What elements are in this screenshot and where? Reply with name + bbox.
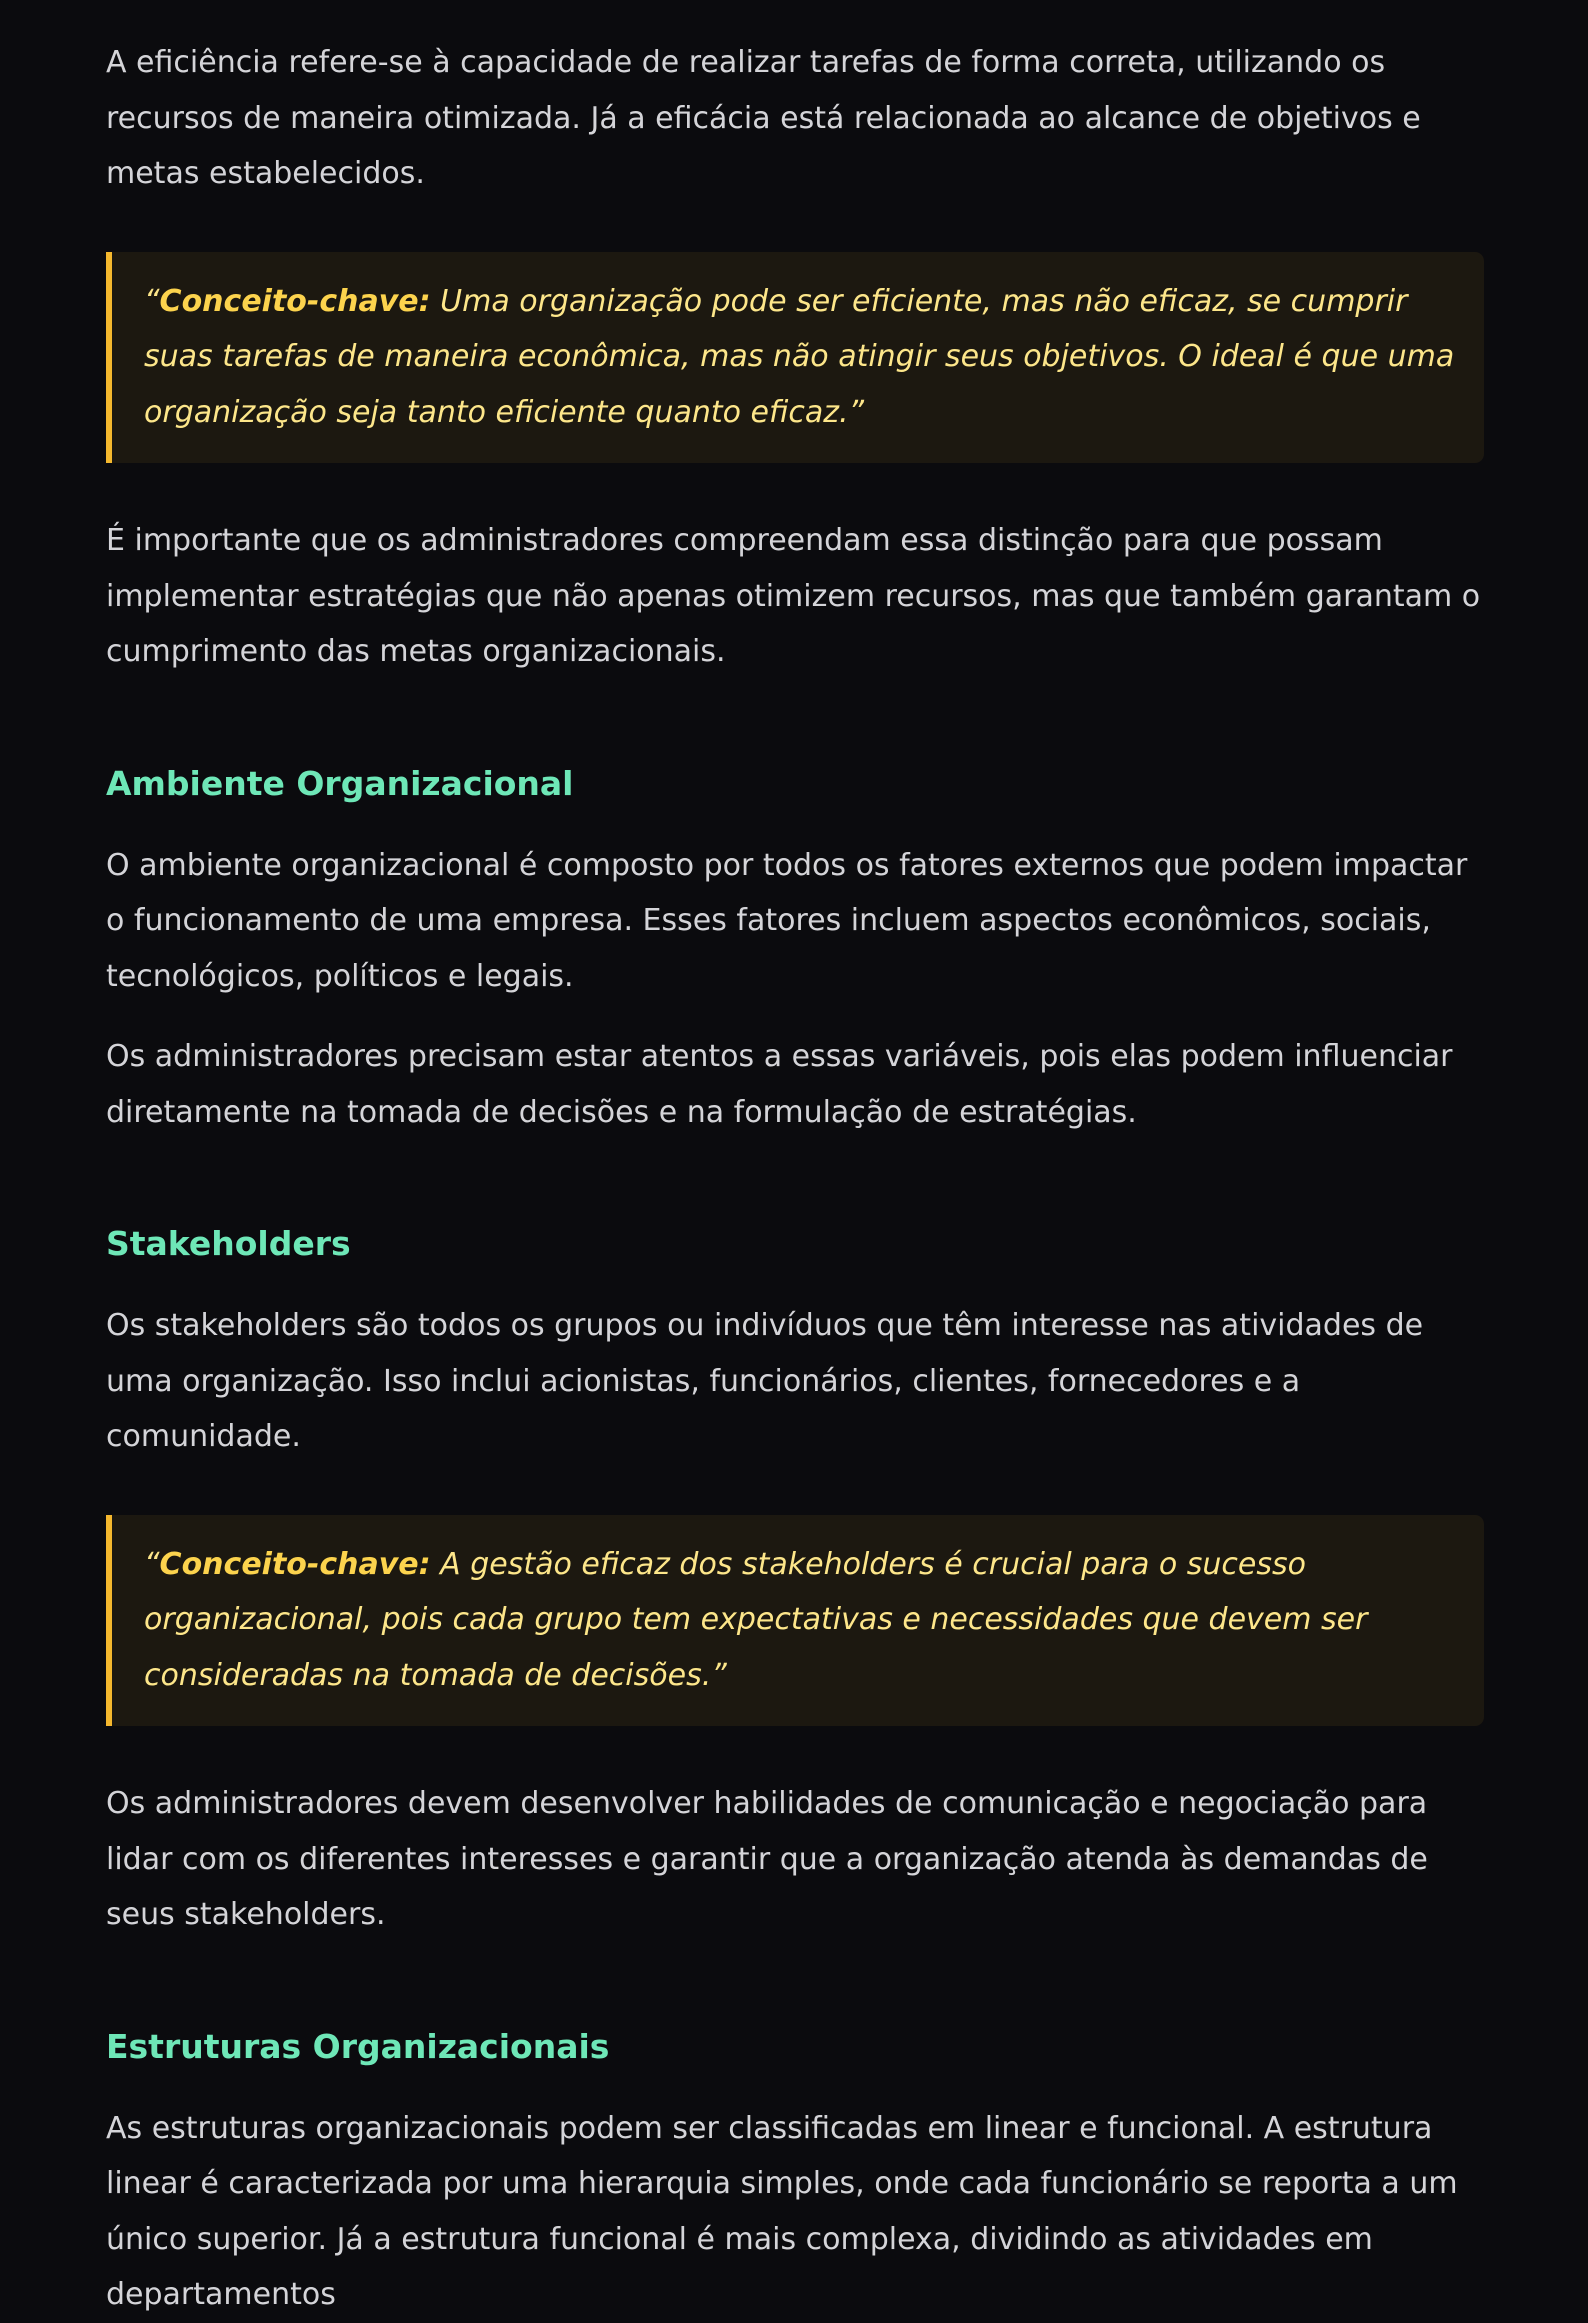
callout-text: [144, 1537, 1456, 1704]
callout-body: A gestão eficaz dos stakeholders é crucial para o sucesso organizacional, pois cada grupo tem expectativas e necessidades que devem ser consideradas na tomada de decisões.”: [144, 1546, 1368, 1693]
paragraph-estruturas: As estruturas organizacionais podem ser classificadas em linear e funcional. A estrutura linear é caracterizada por uma hierarquia simples, onde cada funcionário se reporta a um único superior. Já a estrutura funcional é mais complexa, dividindo as atividades em departamentos: [106, 2110, 1458, 2312]
section-heading-estruturas: Estruturas Organizacionais: [106, 2026, 610, 2066]
paragraph-ambiente: O ambiente organizacional é composto por todos os fatores externos que podem impactar o funcionamento de uma empresa. Esses fatores incluem aspectos econômicos, sociais, tecnológicos, políticos e legais.: [106, 847, 1468, 994]
callout-key-label: Conceito-chave:: [159, 1546, 431, 1582]
paragraph-stakeholders: Os stakeholders são todos os grupos ou indivíduos que têm interesse nas atividades de uma organização. Isso inclui acionistas, funcionários, clientes, fornecedores e a comunidade.: [106, 1308, 1424, 1454]
key-concept-callout-stakeholders: [106, 1515, 1484, 1727]
section-heading-stakeholders: Stakeholders: [106, 1224, 351, 1263]
key-concept-callout-efficiency: [106, 252, 1484, 464]
callout-body: Uma organização pode ser eficiente, mas não eficaz, se cumprir suas tarefas de maneira econômica, mas não atingir seus objetivos. O ideal é que uma organização seja tanto eficiente quanto eficaz.”: [144, 283, 1455, 430]
paragraph-variables: Os administradores precisam estar atentos a essas variáveis, pois elas podem influenciar diretamente na tomada de decisões e na formulação de estratégias.: [106, 1039, 1453, 1130]
callout-text: [144, 274, 1456, 441]
paragraph-communication: Os administradores devem desenvolver habilidades de comunicação e negociação para lidar com os diferentes interesses e garantir que a organização atenda às demandas de seus stakeholders.: [106, 1786, 1428, 1932]
callout-key-label: Conceito-chave:: [159, 283, 431, 319]
callout-open-quote: “: [144, 283, 160, 319]
paragraph-distinction: É importante que os administradores compreendam essa distinção para que possam implementar estratégias que não apenas otimizem recursos, mas que também garantam o cumprimento das metas organizacionais.: [106, 523, 1481, 669]
article-content: [106, 35, 1484, 2323]
section-heading-ambiente: Ambiente Organizacional: [106, 763, 574, 803]
paragraph-efficiency: A eficiência refere-se à capacidade de realizar tarefas de forma correta, utilizando os recursos de maneira otimizada. Já a eficácia está relacionada ao alcance de objetivos e metas estabelecidos.: [106, 45, 1421, 191]
callout-open-quote: “: [144, 1546, 160, 1582]
